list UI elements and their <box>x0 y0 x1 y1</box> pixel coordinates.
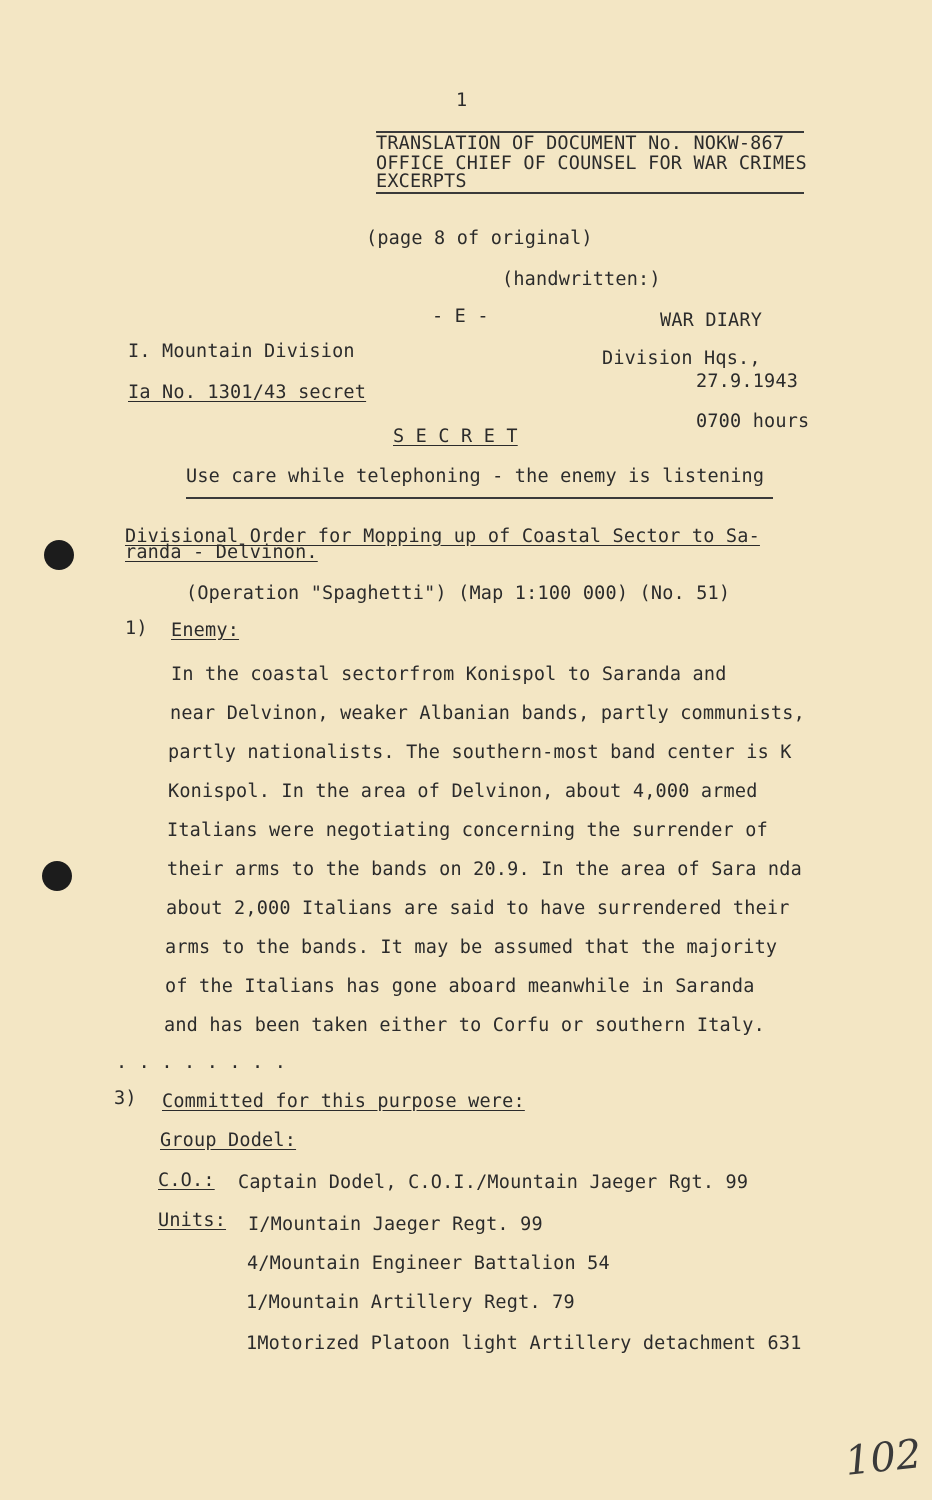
unit-item: 4/Mountain Engineer Battalion 54 <box>247 1253 610 1274</box>
header-line-1: TRANSLATION OF DOCUMENT No. NOKW-867 <box>376 133 785 154</box>
telephone-warning: Use care while telephoning - the enemy is listening <box>186 466 765 487</box>
unit-item: 1Motorized Platoon light Artillery detachment 631 <box>246 1333 802 1354</box>
punch-hole-bottom <box>42 861 72 891</box>
section-1-number: 1) <box>125 618 148 639</box>
unit-item: 1/Mountain Artillery Regt. 79 <box>246 1292 575 1313</box>
section-1-line: Italians were negotiating concerning the surrender of <box>167 820 768 841</box>
location: Division Hqs., <box>602 348 761 369</box>
header-line-2: OFFICE CHIEF OF COUNSEL FOR WAR CRIMES <box>376 153 807 174</box>
section-1-line: of the Italians has gone aboard meanwhile in Saranda <box>165 976 755 997</box>
section-1-line: partly nationalists. The southern-most band center is K <box>168 742 792 763</box>
units-label: Units: <box>158 1210 227 1231</box>
handwritten-folio-number: 102 <box>842 1431 924 1485</box>
warning-rule <box>186 497 773 499</box>
page-number: 1 <box>456 90 468 111</box>
group-name: Group Dodel: <box>160 1130 297 1151</box>
section-1-line: and has been taken either to Corfu or southern Italy. <box>164 1015 765 1036</box>
section-3-number: 3) <box>114 1088 137 1109</box>
operation-line: (Operation "Spaghetti") (Map 1:100 000) (No. 51) <box>186 583 731 604</box>
order-title-line-1: Divisional Order for Mopping up of Coastal Sector to Sa- <box>125 526 760 547</box>
co-label: C.O.: <box>158 1170 215 1191</box>
date: 27.9.1943 <box>696 371 799 392</box>
reference-number: Ia No. 1301/43 secret <box>128 382 367 403</box>
section-marker: - E - <box>432 306 489 327</box>
original-page-note: (page 8 of original) <box>366 228 593 249</box>
unit-name: I. Mountain Division <box>128 341 355 362</box>
header-rule-bottom <box>376 192 804 194</box>
omission-ellipsis: . . . . . . . . <box>116 1052 287 1073</box>
section-1-heading: Enemy: <box>171 620 240 641</box>
section-1-line: near Delvinon, weaker Albanian bands, partly communists, <box>170 703 805 724</box>
section-1-line: about 2,000 Italians are said to have surrendered their <box>166 898 790 919</box>
punch-hole-top <box>44 540 74 570</box>
order-title-line-2: randa - Delvinon. <box>125 542 318 563</box>
war-diary-label: WAR DIARY <box>660 310 763 331</box>
section-1-line: their arms to the bands on 20.9. In the area of Sara nda <box>167 859 802 880</box>
handwritten-note: (handwritten:) <box>502 269 661 290</box>
co-value: Captain Dodel, C.O.I./Mountain Jaeger Rgt. 99 <box>238 1172 749 1193</box>
header-line-3: EXCERPTS <box>376 171 467 192</box>
time: 0700 hours <box>696 411 810 432</box>
unit-item: I/Mountain Jaeger Regt. 99 <box>248 1214 543 1235</box>
section-1-line: Konispol. In the area of Delvinon, about 4,000 armed <box>168 781 758 802</box>
section-1-line: In the coastal sectorfrom Konispol to Saranda and <box>171 664 727 685</box>
section-3-heading: Committed for this purpose were: <box>162 1091 525 1112</box>
section-1-line: arms to the bands. It may be assumed that the majority <box>165 937 778 958</box>
classification: S E C R E T <box>393 426 518 447</box>
